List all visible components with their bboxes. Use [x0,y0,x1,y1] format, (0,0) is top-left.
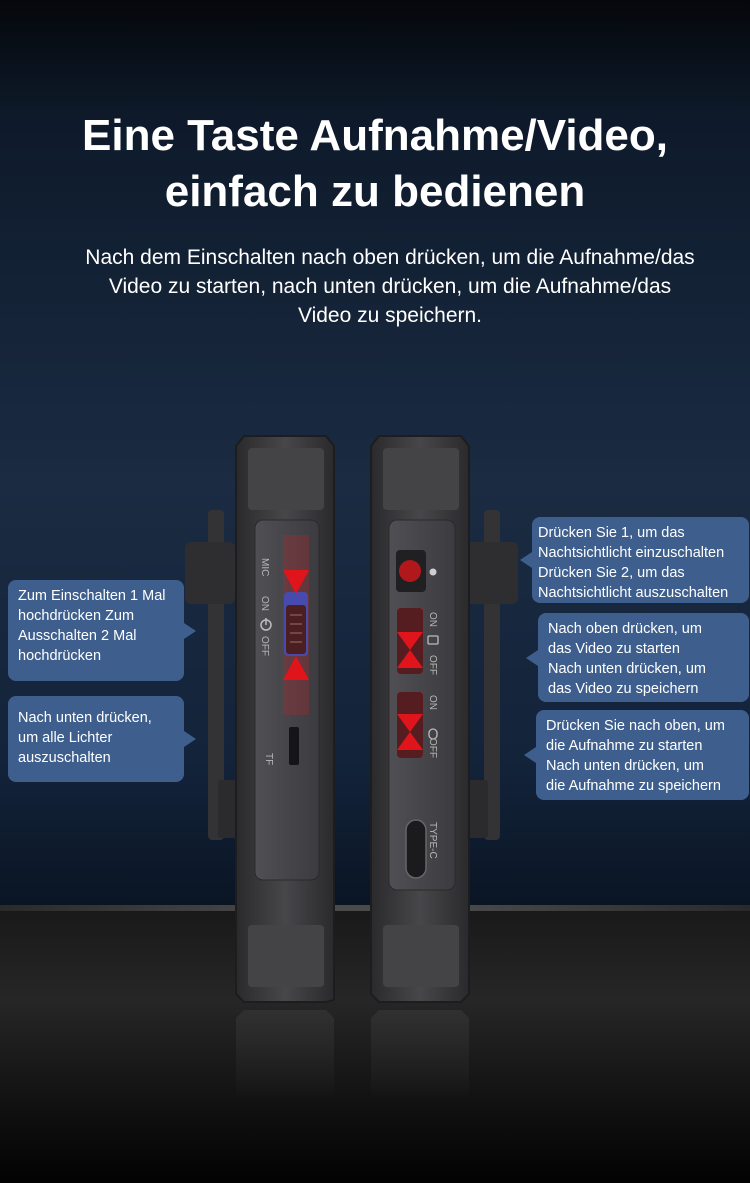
callout-video-line-3: Nach unten drücken, um [548,661,706,677]
callout-lights-off-line-1: Nach unten drücken, [18,710,152,726]
callout-power-line-1: Zum Einschalten 1 Mal [18,588,166,604]
callout-night-vision-line-2: Nachtsichtlicht einzuschalten [538,545,725,561]
callout-night-vision [532,517,749,603]
audio-on-label: ON [427,695,438,710]
tf-label: TF [263,753,274,766]
right-device [371,436,518,1100]
type-c-label: TYPE-C [427,822,438,859]
left-clip-knob [185,542,235,604]
subtext-line-2: Video zu starten, nach unten drücken, um die Aufnahme/das [108,275,672,298]
right-device-reflection [371,1010,469,1100]
subtext-line-3: Video zu speichern. [297,304,483,327]
callout-power-line-3: Ausschalten 2 Mal [18,628,137,644]
mic-label: MIC [259,558,270,577]
tf-card-slot [289,727,299,765]
headline-line-1: Eine Taste Aufnahme/Video, [82,111,668,160]
right-top-cap [383,448,459,510]
callout-video-line-4: das Video zu speichern [548,681,699,697]
callout-audio-line-3: Nach unten drücken, um [546,758,704,774]
callout-lights-off-line-2: um alle Lichter [18,730,113,746]
left-bottom-cap [248,925,324,987]
video-on-label: ON [427,612,438,627]
video-off-label: OFF [427,655,438,675]
on-label: ON [259,596,270,611]
flashlight-icon [430,569,437,576]
callout-lights-off [8,696,184,782]
right-clip-knob [466,542,518,604]
callout-night-vision-line-3: Drücken Sie 2, um das [538,565,685,581]
night-light-indicator [399,560,421,582]
callout-lights-off-line-3: auszuschalten [18,750,111,766]
callout-night-vision-line-1: Drücken Sie 1, um das [538,525,685,541]
callout-audio [536,710,749,800]
audio-off-label: OFF [427,738,438,758]
callout-video [538,613,749,702]
callout-video-line-2: das Video zu starten [548,641,680,657]
off-label: OFF [259,636,270,656]
callout-power-line-2: hochdrücken Zum [18,608,135,624]
subtext-line-1: Nach dem Einschalten nach oben drücken, um die Aufnahme/das [85,246,695,269]
callout-audio-line-2: die Aufnahme zu starten [546,738,703,754]
callout-power [8,580,184,681]
right-bottom-cap [383,925,459,987]
callout-night-vision-line-4: Nachtsichtlicht auszuschalten [538,585,729,601]
callout-video-line-1: Nach oben drücken, um [548,621,702,637]
left-top-cap [248,448,324,510]
left-device [185,436,334,1100]
usb-type-c-port [406,820,426,878]
callout-audio-line-4: die Aufnahme zu speichern [546,778,721,794]
headline-line-2: einfach zu bedienen [164,167,586,216]
arrow-glow [283,535,309,715]
left-device-reflection [236,1010,334,1100]
callout-power-line-4: hochdrücken [18,648,102,664]
callout-audio-line-1: Drücken Sie nach oben, um [546,718,725,734]
